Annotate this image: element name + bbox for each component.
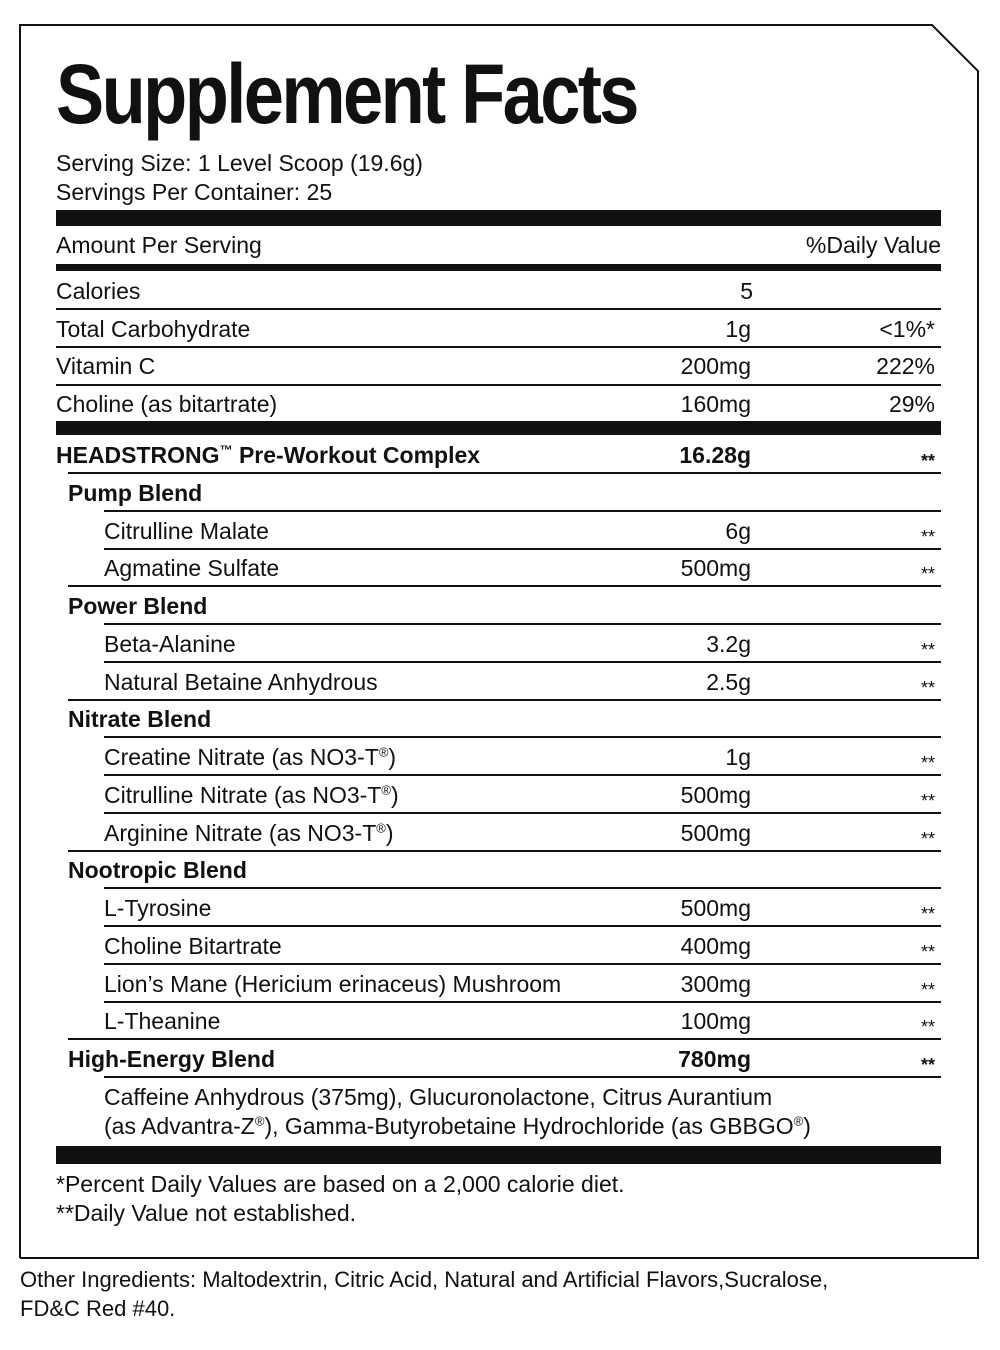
- ingredient-dv: **: [920, 829, 935, 849]
- ingredient-amount: 3.2g: [706, 631, 751, 657]
- panel-title: Supplement Facts: [56, 47, 637, 141]
- ingredient-name: Choline Bitartrate: [104, 933, 282, 959]
- registered-symbol: ®: [381, 782, 391, 798]
- ingredient-row: [56, 739, 941, 775]
- thick-bar-bottom: [56, 1146, 941, 1164]
- ingredient-amount: 500mg: [680, 555, 751, 581]
- blend-header-energy: [56, 1041, 941, 1077]
- blend-name: Power Blend: [68, 593, 208, 619]
- nutrient-row-vitamin-c: [56, 348, 941, 384]
- row-divider: [104, 812, 941, 814]
- blend-name: Pump Blend: [68, 480, 203, 506]
- ingredient-row: [56, 664, 941, 700]
- ingredient-row: [56, 815, 941, 851]
- ingredient-amount: 500mg: [680, 820, 751, 846]
- nutrient-dv: <1%*: [879, 316, 935, 342]
- energy-blend-description-line1: Caffeine Anhydrous (375mg), Glucuronolactone, Citrus Aurantium: [104, 1084, 773, 1110]
- row-divider: [68, 585, 941, 587]
- row-divider: [104, 623, 941, 625]
- nutrient-dv: 29%: [888, 391, 935, 417]
- ingredient-amount: 400mg: [680, 933, 751, 959]
- ingredient-name: Natural Betaine Anhydrous: [104, 669, 378, 695]
- ingredient-dv: **: [920, 678, 935, 698]
- nutrient-name: Vitamin C: [56, 353, 156, 379]
- row-divider: [104, 736, 941, 738]
- footnote-daily-values: *Percent Daily Values are based on a 2,000 calorie diet.: [56, 1171, 625, 1197]
- ingredient-amount: 100mg: [680, 1008, 751, 1034]
- ingredient-name: Lion’s Mane (Hericium erinaceus) Mushroom: [104, 971, 562, 997]
- ingredient-dv: **: [920, 753, 935, 773]
- blend-amount: 780mg: [678, 1046, 751, 1072]
- other-ingredients-line2: FD&C Red #40.: [20, 1296, 176, 1321]
- complex-amount: 16.28g: [679, 442, 751, 468]
- nutrient-row-choline: [56, 386, 941, 422]
- row-divider: [104, 963, 941, 965]
- ingredient-name: L-Theanine: [104, 1008, 221, 1034]
- serving-size: Serving Size: 1 Level Scoop (19.6g): [56, 150, 423, 176]
- ingredient-name: Citrulline Nitrate (as NO3-T®): [104, 782, 399, 808]
- ingredient-row: [56, 777, 941, 813]
- blend-header-pump: [56, 475, 941, 511]
- amount-per-serving-label: Amount Per Serving: [56, 232, 262, 258]
- registered-symbol: ®: [378, 744, 389, 760]
- nutrient-amount: 160mg: [680, 391, 751, 417]
- blend-header-power: [56, 588, 941, 624]
- ingredient-amount: 6g: [725, 518, 751, 544]
- servings-per-container: Servings Per Container: 25: [56, 179, 333, 205]
- ingredient-dv: **: [920, 1017, 935, 1037]
- other-ingredients-line1: Other Ingredients: Maltodextrin, Citric Acid, Natural and Artificial Flavors,Sucralose,: [20, 1267, 829, 1292]
- ingredient-name: Creatine Nitrate (as NO3-T®): [104, 744, 397, 770]
- row-divider: [104, 510, 941, 512]
- row-divider: [104, 774, 941, 776]
- ingredient-dv: **: [920, 527, 935, 547]
- ingredient-name: Beta-Alanine: [104, 631, 236, 657]
- row-divider: [68, 1038, 941, 1040]
- column-header-row: [56, 227, 941, 263]
- ingredient-amount: 2.5g: [706, 669, 751, 695]
- ingredient-row: [56, 513, 941, 549]
- ingredient-dv: **: [920, 942, 935, 962]
- thick-bar-top: [56, 210, 941, 226]
- nutrient-row-calories: [56, 273, 941, 309]
- ingredient-row: [56, 1003, 941, 1039]
- blend-header-nootropic: [56, 852, 941, 888]
- row-divider: [104, 1076, 941, 1078]
- registered-symbol: ®: [254, 1113, 265, 1129]
- complex-row: [56, 437, 941, 473]
- nutrient-name: Total Carbohydrate: [56, 316, 251, 342]
- blend-name: High-Energy Blend: [68, 1046, 276, 1072]
- complex-dv: **: [920, 451, 935, 471]
- row-divider: [56, 308, 941, 310]
- row-divider: [68, 472, 941, 474]
- nutrient-name: Calories: [56, 278, 141, 304]
- ingredient-dv: **: [920, 791, 935, 811]
- registered-symbol: ®: [793, 1113, 804, 1129]
- ingredient-row: [56, 966, 941, 1002]
- ingredient-row: [56, 890, 941, 926]
- ingredient-name: Arginine Nitrate (as NO3-T®): [104, 820, 394, 846]
- blend-name: Nootropic Blend: [68, 857, 247, 883]
- complex-name: HEADSTRONG™ Pre-Workout Complex: [56, 442, 481, 468]
- blend-header-nitrate: [56, 701, 941, 737]
- nutrient-row-carbohydrate: [56, 311, 941, 347]
- nutrient-amount: 1g: [725, 316, 751, 342]
- trademark-symbol: ™: [219, 442, 233, 458]
- ingredient-name: Agmatine Sulfate: [104, 555, 280, 581]
- blend-name: Nitrate Blend: [68, 706, 212, 732]
- ingredient-dv: **: [920, 904, 935, 924]
- daily-value-label: %Daily Value: [805, 232, 941, 258]
- ingredient-amount: 1g: [725, 744, 751, 770]
- medium-bar: [56, 264, 941, 271]
- ingredient-amount: 500mg: [680, 895, 751, 921]
- ingredient-dv: **: [920, 564, 935, 584]
- nutrient-amount: 5: [740, 278, 753, 304]
- row-divider: [104, 661, 941, 663]
- ingredient-row: [56, 928, 941, 964]
- nutrient-dv: 222%: [876, 353, 935, 379]
- ingredient-name: Citrulline Malate: [104, 518, 269, 544]
- ingredient-dv: **: [920, 640, 935, 660]
- registered-symbol: ®: [376, 820, 386, 836]
- row-divider: [104, 887, 941, 889]
- ingredient-amount: 300mg: [680, 971, 751, 997]
- footnote-not-established: **Daily Value not established.: [56, 1200, 357, 1226]
- ingredient-row: [56, 626, 941, 662]
- thick-bar-mid: [56, 421, 941, 435]
- blend-dv: **: [920, 1055, 935, 1075]
- nutrient-amount: 200mg: [680, 353, 751, 379]
- ingredient-row: [56, 550, 941, 586]
- energy-blend-description-line2: (as Advantra-Z®), Gamma-Butyrobetaine Hydrochloride (as GBBGO®): [104, 1113, 811, 1139]
- nutrient-name: Choline (as bitartrate): [56, 391, 278, 417]
- row-divider: [104, 925, 941, 927]
- ingredient-amount: 500mg: [680, 782, 751, 808]
- ingredient-dv: **: [920, 980, 935, 1000]
- ingredient-name: L-Tyrosine: [104, 895, 212, 921]
